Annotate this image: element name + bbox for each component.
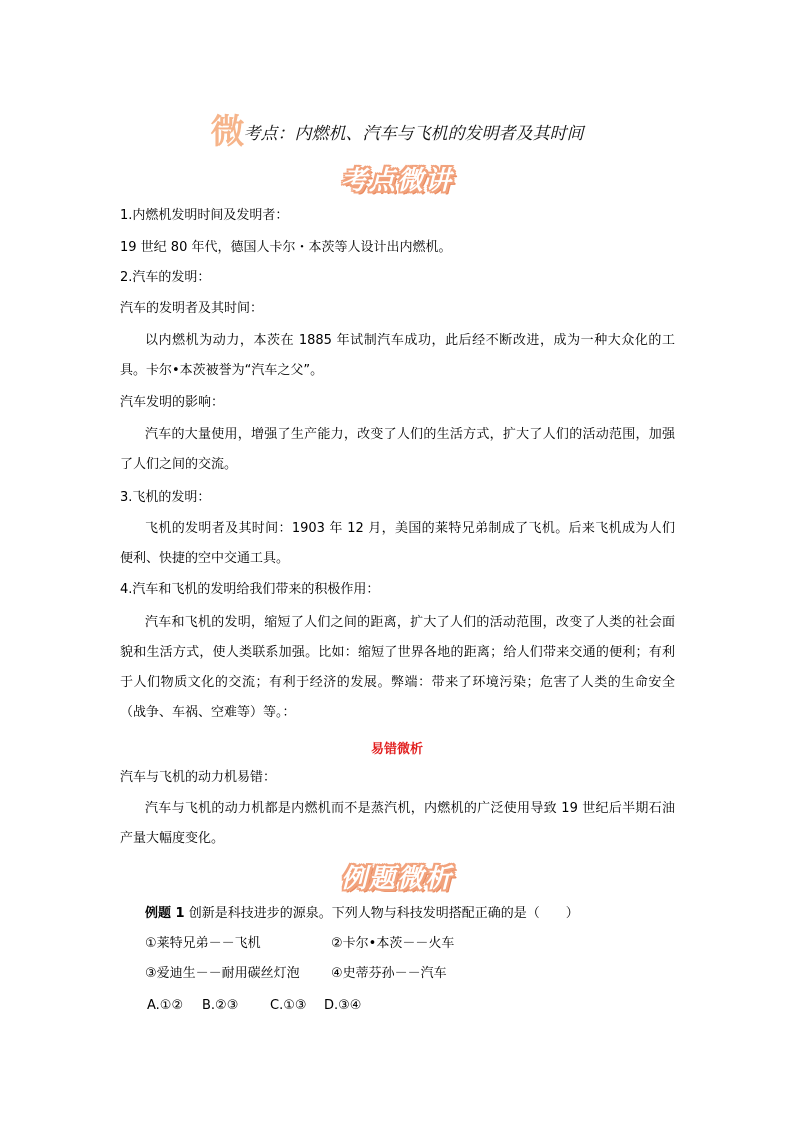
- example-item: ②卡尔•本茨－－火车: [331, 936, 455, 951]
- section4-body: 汽车和飞机的发明，缩短了人们之间的距离，扩大了人们的活动范围，改变了人类的社会面貌和生活方式，使人类联系加强。比如：缩短了世界各地的距离；给人们带来交通的便利；有利于人们物质文化的交流；有利于经济的发展。弊端：带来了环境污染；危害了人类的生命安全（战争、车祸、空难等）等。：: [120, 615, 675, 720]
- error-analysis-heading: 易错微析: [370, 742, 423, 757]
- example-question: [145, 904, 705, 924]
- example-items-row-2: [145, 964, 705, 984]
- page-title: [0, 104, 794, 153]
- section2-sub2: 汽车发明的影响：: [120, 395, 225, 410]
- section2-sub1: 汽车的发明者及其时间：: [120, 301, 264, 316]
- example-item: ④史蒂芬孙－－汽车: [331, 966, 447, 981]
- choice-d[interactable]: D.③④: [324, 998, 362, 1013]
- error-analysis-body: 汽车与飞机的动力机都是内燃机而不是蒸汽机，内燃机的广泛使用导致 19 世纪后半期石油产量大幅度变化。: [120, 801, 675, 846]
- section2-body1: 以内燃机为动力，本茨在 1885 年试制汽车成功，此后经不断改进，成为一种大众化的工具。卡尔•本茨被誉为“汽车之父”。: [120, 333, 675, 378]
- example-label: 例题 1: [145, 906, 185, 921]
- title-emblem-char: 微: [210, 112, 244, 152]
- example-choices: [147, 996, 707, 1016]
- choice-b[interactable]: B.②③: [202, 998, 239, 1013]
- example-item: ③爱迪生－－耐用碳丝灯泡: [145, 966, 300, 981]
- section4-heading: 4.汽车和飞机的发明给我们带来的积极作用：: [120, 582, 380, 597]
- section3-heading: 3.飞机的发明：: [120, 490, 211, 505]
- example-items-row-1: [145, 934, 705, 954]
- section2-body2: 汽车的大量使用，增强了生产能力，改变了人们的生活方式，扩大了人们的活动范围，加强了人们之间的交流。: [120, 427, 675, 472]
- section1-heading: 1.内燃机发明时间及发明者：: [120, 208, 289, 223]
- title-text: 考点：内燃机、汽车与飞机的发明者及其时间: [243, 124, 584, 144]
- section-banner-kaodian: 考点微讲: [340, 166, 453, 196]
- choice-a[interactable]: A.①②: [147, 998, 184, 1013]
- error-analysis-sub: 汽车与飞机的动力机易错：: [120, 770, 277, 785]
- example-item: ①莱特兄弟－－飞机: [145, 936, 261, 951]
- section3-body: 飞机的发明者及其时间：1903 年 12 月，美国的莱特兄弟制成了飞机。后来飞机成为人们便利、快捷的空中交通工具。: [120, 521, 675, 566]
- section-banner-example: 例题微析: [340, 864, 453, 894]
- section2-heading: 2.汽车的发明：: [120, 270, 211, 285]
- choice-c[interactable]: C.①③: [270, 998, 307, 1013]
- section1-body: 19 世纪 80 年代，德国人卡尔・本茨等人设计出内燃机。: [120, 240, 452, 255]
- example-question-text: 创新是科技进步的源泉。下列人物与科技发明搭配正确的是（ ）: [188, 906, 579, 921]
